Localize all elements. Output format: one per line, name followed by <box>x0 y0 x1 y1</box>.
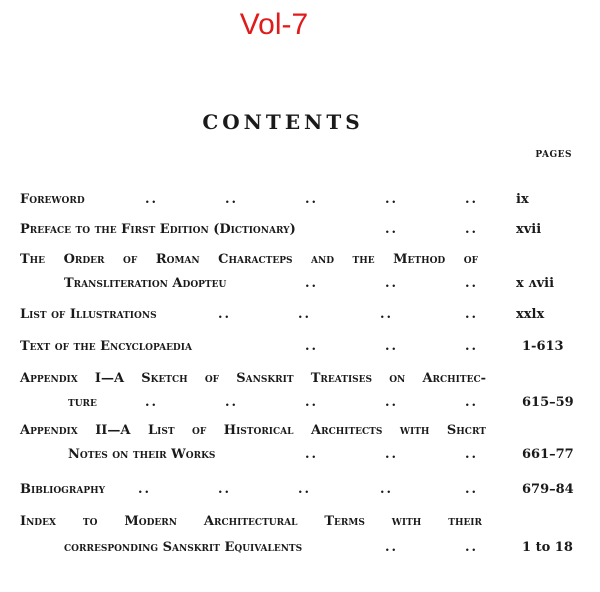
leader-dots: .. <box>305 276 319 291</box>
pages-column-header: PAGES <box>535 150 572 160</box>
toc-entry-title: List of Illustrations <box>20 307 157 322</box>
toc-entry-appendix-1[interactable] <box>0 369 600 389</box>
leader-dots: .. <box>385 339 399 354</box>
leader-dots: .. <box>218 307 232 322</box>
leader-dots: .. <box>385 276 399 291</box>
toc-entry-roman-characters-cont[interactable] <box>0 274 600 294</box>
toc-entry-preface[interactable] <box>0 220 600 240</box>
leader-dots: .. <box>385 222 399 237</box>
leader-dots: .. <box>465 540 479 555</box>
toc-entry-illustrations[interactable] <box>0 305 600 325</box>
leader-dots: .. <box>298 482 312 497</box>
toc-entry-foreword[interactable] <box>0 190 600 210</box>
toc-entry-bibliography[interactable] <box>0 480 600 500</box>
toc-entry-roman-characters[interactable] <box>0 250 600 270</box>
leader-dots: .. <box>385 395 399 410</box>
toc-entry-title-line-1: Appendix I—A Sketch of Sanskrit Treatises on Architec- <box>20 371 486 386</box>
toc-entry-page: x ʌvii <box>516 276 555 291</box>
leader-dots: .. <box>298 307 312 322</box>
leader-dots: .. <box>465 482 479 497</box>
toc-entry-title: Preface to the First Edition (Dictionary) <box>20 222 296 237</box>
toc-entry-title-line-2: Notes on their Works <box>68 447 216 462</box>
toc-entry-page: xvii <box>516 222 542 237</box>
leader-dots: .. <box>465 447 479 462</box>
leader-dots: .. <box>218 482 232 497</box>
toc-entry-page: 679–84 <box>522 482 574 497</box>
leader-dots: .. <box>305 447 319 462</box>
toc-entry-encyclopaedia[interactable] <box>0 337 600 357</box>
toc-entry-page: 1-613 <box>522 339 564 354</box>
leader-dots: .. <box>465 395 479 410</box>
toc-entry-page: xxlx <box>516 307 545 322</box>
leader-dots: .. <box>305 339 319 354</box>
leader-dots: .. <box>305 192 319 207</box>
leader-dots: .. <box>225 192 239 207</box>
leader-dots: .. <box>380 482 394 497</box>
toc-entry-title-line-1: Appendix II—A List of Historical Architects with Shcrt <box>20 423 486 438</box>
leader-dots: .. <box>145 192 159 207</box>
leader-dots: .. <box>380 307 394 322</box>
leader-dots: .. <box>465 339 479 354</box>
leader-dots: .. <box>385 540 399 555</box>
leader-dots: .. <box>465 307 479 322</box>
leader-dots: .. <box>138 482 152 497</box>
leader-dots: .. <box>385 192 399 207</box>
page-title: CONTENTS <box>202 110 364 134</box>
toc-entry-page: 661–77 <box>522 447 574 462</box>
toc-entry-title-line-2: corresponding Sanskrit Equivalents <box>64 540 303 555</box>
leader-dots: .. <box>465 276 479 291</box>
toc-entry-page: 615–59 <box>522 395 574 410</box>
toc-entry-title: Bibliography <box>20 482 106 497</box>
toc-entry-page: ix <box>516 192 529 207</box>
toc-entry-index[interactable] <box>0 512 600 532</box>
toc-entry-title: Text of the Encyclopaedia <box>20 339 192 354</box>
leader-dots: .. <box>465 192 479 207</box>
toc-entry-title-line-1: Index to Modern Architectural Terms with their <box>20 514 482 529</box>
toc-entry-page: 1 to 18 <box>522 540 573 555</box>
toc-entry-appendix-2[interactable] <box>0 421 600 441</box>
toc-entry-index-cont[interactable] <box>0 538 600 558</box>
toc-entry-title-line-2: Transliteration Adopteu <box>64 276 227 291</box>
volume-label: Vol-7 <box>239 8 309 41</box>
leader-dots: .. <box>145 395 159 410</box>
toc-entry-appendix-2-cont[interactable] <box>0 445 600 465</box>
leader-dots: .. <box>465 222 479 237</box>
toc-entry-title: Foreword <box>20 192 85 207</box>
leader-dots: .. <box>305 395 319 410</box>
toc-entry-title-line-2: ture <box>68 395 97 410</box>
toc-entry-title-line-1: The Order of Roman Characteps and the Method of <box>20 252 478 267</box>
leader-dots: .. <box>385 447 399 462</box>
toc-entry-appendix-1-cont[interactable] <box>0 393 600 413</box>
leader-dots: .. <box>225 395 239 410</box>
